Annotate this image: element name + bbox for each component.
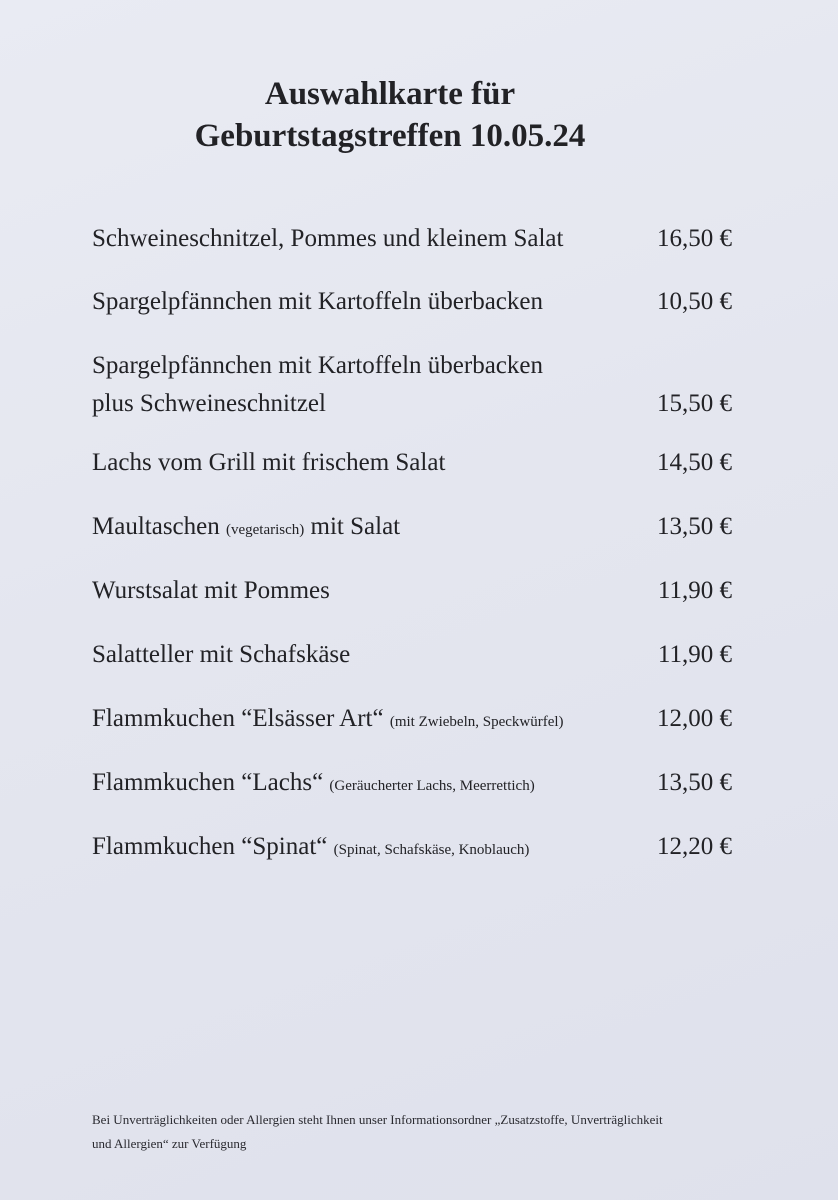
menu-item-name-group xyxy=(92,704,564,737)
menu-item-price: 13,50 € xyxy=(657,513,732,540)
menu-title-line2: Geburtstagstreffen 10.05.24 xyxy=(194,118,586,154)
menu-item-price: 11,90 € xyxy=(657,641,732,668)
menu-item-name: Flammkuchen “Elsässer Art“ xyxy=(92,705,384,732)
allergy-notice-line2: und Allergien“ zur Verfügung xyxy=(92,1136,247,1151)
menu-item-name: Spargelpfännchen mit Kartoffeln überbacken xyxy=(92,352,543,379)
allergy-notice-line1: Bei Unverträglichkeiten oder Allergien steht Ihnen unser Informationsordner „Zusatzstoffe, Unverträglichkeit xyxy=(92,1112,663,1127)
menu-item-name-group xyxy=(92,512,400,545)
menu-item-name: Salatteller mit Schafskäse xyxy=(92,641,351,668)
menu-item-name-group xyxy=(92,832,529,865)
menu-item-price: 12,00 € xyxy=(657,705,732,732)
allergy-notice xyxy=(92,1108,732,1156)
menu-item-note: (Spinat, Schafskäse, Knoblauch) xyxy=(333,842,530,858)
menu-item-note: (mit Zwiebeln, Speckwürfel) xyxy=(389,714,564,730)
menu-item-name: Flammkuchen “Spinat“ xyxy=(92,833,328,860)
menu-item-note: (Geräucherter Lachs, Meerrettich) xyxy=(329,778,535,794)
menu-item-name-suffix: mit Salat xyxy=(310,513,401,540)
menu-item-price: 15,50 € xyxy=(657,390,732,417)
menu-item-name-line2: plus Schweineschnitzel xyxy=(92,390,326,417)
menu-item-name-group xyxy=(92,768,535,801)
menu-item-price: 13,50 € xyxy=(657,769,732,796)
menu-item-price: 12,20 € xyxy=(657,833,732,860)
menu-title-line1: Auswahlkarte für xyxy=(264,76,516,112)
menu-item-name: Lachs vom Grill mit frischem Salat xyxy=(92,449,446,476)
menu-item-price: 11,90 € xyxy=(657,577,732,604)
menu-item-name: Maultaschen xyxy=(92,513,220,540)
menu-item-price: 14,50 € xyxy=(657,449,732,476)
menu-item-note: (vegetarisch) xyxy=(225,522,305,538)
menu-item-name: Wurstsalat mit Pommes xyxy=(92,577,330,604)
menu-item-price: 16,50 € xyxy=(657,225,732,252)
menu-item-name: Spargelpfännchen mit Kartoffeln überbacken xyxy=(92,288,543,315)
menu-item-name: Flammkuchen “Lachs“ xyxy=(92,769,324,796)
menu-item-name: Schweineschnitzel, Pommes und kleinem Salat xyxy=(92,225,564,252)
menu-item-price: 10,50 € xyxy=(657,288,732,315)
